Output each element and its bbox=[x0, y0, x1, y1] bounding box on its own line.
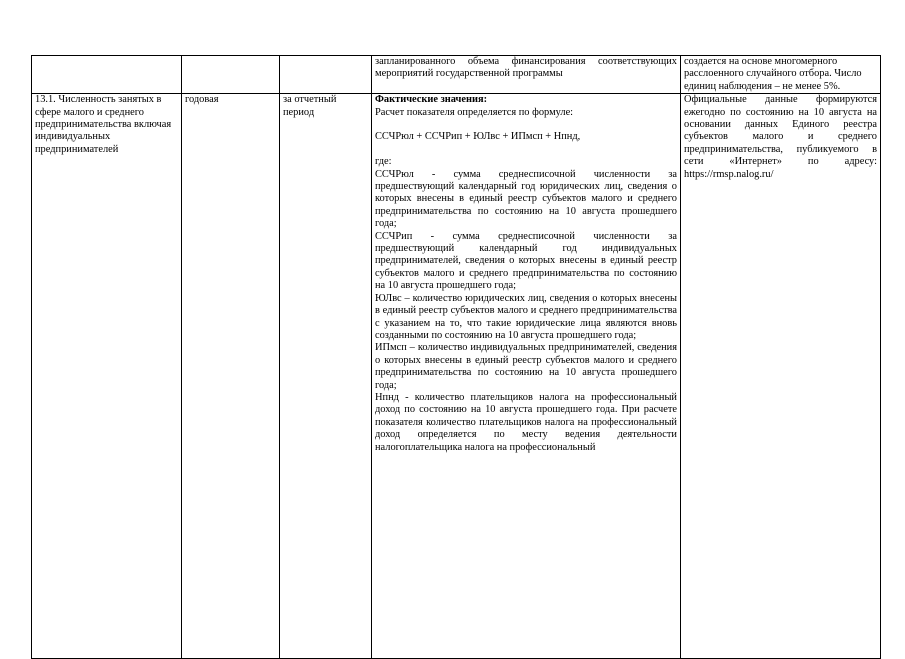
term-definition: ССЧРюл - сумма среднесписочной численности за предшествующий календарный год юридических лиц, сведения о которых внесены в единый реестр субъектов малого и среднего предпринимательства по состоянию на 10 августа прошедшего года; bbox=[375, 168, 677, 230]
cell-empty bbox=[32, 56, 182, 94]
term-definition: ИПмсп – количество индивидуальных предпринимателей, сведения о которых внесены в единый реестр субъектов малого и среднего предпринимательства по состоянию на 10 августа прошедшего года; bbox=[375, 342, 677, 391]
method-heading: Фактические значения: bbox=[375, 94, 488, 106]
cell-data-source: Официальные данные формируются ежегодно по состоянию на 10 августа на основании данных Единого реестра субъектов малого и среднего предпринимательства, публикуемого в сети «Интернет» по адресу: https://rmsp.nalog.ru/ bbox=[681, 94, 881, 659]
cell-method-continued: запланированного объема финансирования соответствующих мероприятий государственной программы bbox=[372, 56, 681, 94]
term-definition: ЮЛвс – количество юридических лиц, сведения о которых внесены в единый реестр субъектов малого и среднего предпринимательства с указанием на то, что такие юридические лица являются вновь созданными по состоянию на 10 августа прошедшего года; bbox=[375, 292, 677, 341]
table-row bbox=[32, 94, 881, 659]
table-row bbox=[32, 56, 881, 94]
method-intro: Расчет показателя определяется по формуле: bbox=[375, 106, 574, 118]
cell-calculation-method bbox=[372, 94, 681, 659]
cell-empty bbox=[182, 56, 280, 94]
method-formula: ССЧРюл + ССЧРип + ЮЛвс + ИПмсп + Нпнд, bbox=[375, 131, 581, 143]
cell-source-continued: создается на основе многомерного расслоенного случайного отбора. Число единиц наблюдения – не менее 5%. bbox=[681, 56, 881, 94]
indicators-table bbox=[31, 55, 881, 659]
term-definition: Нпнд - количество плательщиков налога на профессиональный доход по состоянию на 10 августа прошедшего года. При расчете показателя количество плательщиков налога на профессиональный доход определяется по месту ведения деятельности налогоплательщика налога на профессиональный bbox=[375, 391, 677, 453]
method-where: где: bbox=[375, 156, 392, 168]
cell-periodicity: годовая bbox=[182, 94, 280, 659]
term-definition: ССЧРип - сумма среднесписочной численности за предшествующий календарный год индивидуальных предпринимателей, сведения о которых внесены в единый реестр субъектов малого и среднего предпринимательства по состоянию на 10 августа прошедшего года; bbox=[375, 230, 677, 292]
cell-indicator-name: 13.1. Численность занятых в сфере малого и среднего предпринимательства включая индивидуальных предпринимателей bbox=[32, 94, 182, 659]
cell-empty bbox=[280, 56, 372, 94]
cell-period: за отчетный период bbox=[280, 94, 372, 659]
